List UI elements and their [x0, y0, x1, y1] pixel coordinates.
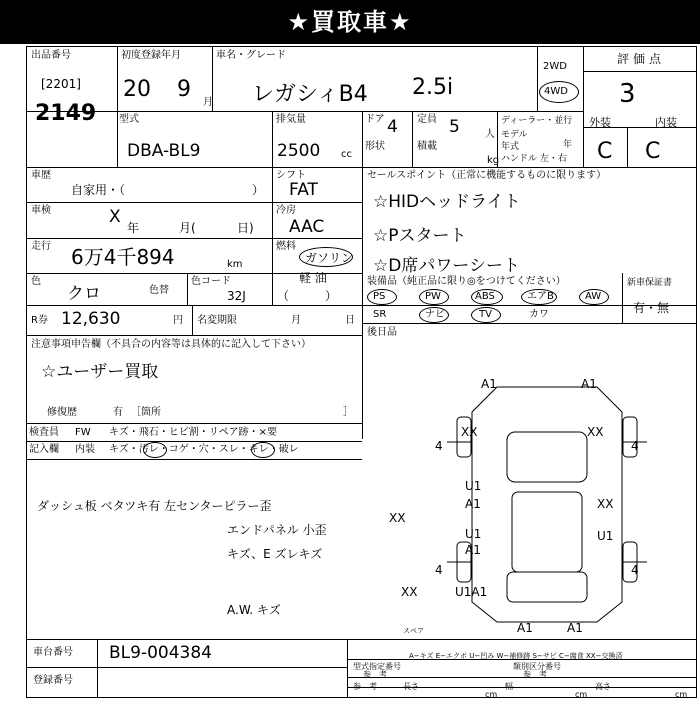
usage-value: 自家用・（ — [71, 183, 126, 197]
mileage-unit: km — [227, 259, 243, 270]
inspection-mark: X — [109, 207, 121, 227]
car-grade: 2.5i — [412, 75, 454, 100]
equip-abs: ABS — [475, 291, 495, 302]
equip-sr: SR — [373, 309, 387, 320]
registration-label: 初度登録年月 — [121, 50, 181, 61]
equipment-label: 装備品（純正品に限り◎をつけてください） — [367, 276, 566, 287]
capacity-label: 定員 — [417, 114, 437, 125]
color-change-label: 色替 — [149, 285, 169, 296]
mark-u1a1: U1A1 — [455, 585, 488, 599]
scuff-circle — [251, 442, 275, 458]
sales-point-2: ☆Pスタート — [373, 226, 467, 246]
mark-a1-1: A1 — [465, 497, 481, 511]
sales-points-label: セールスポイント（正常に機能するものに限ります） — [367, 170, 607, 181]
car-name-label: 車名・グレード — [216, 50, 286, 61]
equip-pw-circle — [419, 289, 449, 305]
shape-label: 形状 — [365, 141, 385, 152]
handle-label: ハンドル 左・右 — [501, 154, 567, 164]
mark-u1-3: U1 — [597, 529, 614, 543]
equip-ps-circle — [367, 289, 397, 305]
lot-number: 2149 — [35, 101, 97, 126]
equip-airbag-circle — [521, 289, 557, 305]
name-change-day: 日 — [345, 315, 355, 326]
equip-leather: カワ — [529, 309, 549, 320]
shift-value: FAT — [289, 180, 318, 200]
exterior-value: C — [597, 139, 613, 164]
fuel-other: （ ） — [277, 289, 338, 303]
mark-xx-1: XX — [461, 425, 478, 439]
class-number-label: 類別区分番号 — [513, 662, 561, 671]
equip-tv: TV — [479, 309, 492, 320]
fuel-label: 燃料 — [276, 241, 296, 252]
equip-airbag: エアB — [527, 291, 554, 302]
inspection-month-unit: 月( — [179, 221, 196, 235]
drive-2wd: 2WD — [543, 61, 567, 72]
equip-navi-circle — [419, 307, 449, 323]
fw-items: キズ・飛石・ヒビ割・リペア跡・×要 — [109, 427, 277, 438]
type-number-ref: 参 考 — [363, 670, 387, 679]
repair-value: 有 — [113, 407, 123, 418]
height-label: 高さ — [595, 682, 611, 691]
mark-tire-rl: 4 — [435, 563, 443, 577]
mark-front-left: A1 — [481, 377, 497, 391]
mark-xx-2: XX — [587, 425, 604, 439]
model-value: DBA-BL9 — [127, 141, 201, 161]
lot-label: 出品番号 — [31, 50, 71, 61]
interior-check-items: キズ・汚レ・コゲ・穴・スレ・キレ・破レ — [109, 444, 299, 455]
sales-point-1: ☆HIDヘッドライト — [373, 192, 521, 212]
reg-number-label: 登録番号 — [33, 675, 73, 686]
doors-value: 4 — [387, 117, 398, 137]
rear-items-label: 後日品 — [367, 327, 397, 338]
displacement-label: 排気量 — [276, 114, 306, 125]
capacity-value: 5 — [449, 117, 460, 137]
mark-u1-2: U1 — [465, 527, 482, 541]
doors-label: ドア — [365, 114, 385, 125]
equip-aw-circle — [579, 289, 609, 305]
usage-label: 車歴 — [31, 170, 51, 181]
model-year-label: モデル 年式 — [501, 130, 528, 152]
comment-4: A.W. キズ — [227, 603, 281, 617]
mark-tire-fr: 4 — [631, 439, 639, 453]
displacement-value: 2500 — [277, 141, 321, 161]
inspection-year-unit: 年 — [127, 221, 140, 235]
footer-ref: 参 考 — [353, 682, 377, 691]
drive-4wd: 4WD — [544, 86, 568, 97]
recycle-unit: 円 — [173, 315, 183, 326]
inspector-label-2: 記入欄 — [29, 444, 59, 455]
equip-aw: AW — [585, 291, 602, 302]
class-number-ref: 参 考 — [523, 670, 547, 679]
name-change-month: 月 — [291, 315, 301, 326]
equip-abs-circle — [471, 289, 503, 305]
exterior-label: 外装 — [589, 116, 611, 129]
interior-label: 内装 — [655, 116, 677, 129]
inspection-day-unit: 日) — [237, 221, 254, 235]
auction-sheet-frame — [26, 46, 697, 698]
page-header: ★買取車★ — [0, 0, 700, 44]
mark-xx-3: XX — [389, 511, 406, 525]
length-unit: cm — [485, 690, 498, 699]
mark-xx-5: XX — [401, 585, 418, 599]
spare-label: スペア — [403, 627, 424, 635]
mark-rear-a1: A1 — [517, 621, 533, 635]
comment-3: キズ、E ズレキズ — [227, 547, 323, 561]
notes-text: ☆ユーザー買取 — [41, 362, 159, 382]
car-name: レガシィB4 — [252, 82, 368, 107]
aircon-label: 冷房 — [276, 205, 296, 216]
mileage-value: 6万4千894 — [71, 245, 175, 269]
equip-tv-circle — [471, 307, 501, 323]
color-code: 32J — [227, 289, 246, 303]
recycle-value: 12,630 — [61, 309, 121, 329]
session-number: [2201] — [41, 77, 81, 91]
registration-year: 20 — [123, 77, 151, 102]
mark-xx-4: XX — [597, 497, 614, 511]
model-label: 型式 — [119, 114, 139, 125]
fuel-diesel: 軽 油 — [299, 271, 327, 285]
warranty-label: 新車保証書 — [627, 278, 673, 288]
repair-label: 修復歴 — [47, 407, 77, 418]
shift-label: シフト — [276, 170, 306, 181]
comment-1: ダッシュ板 ベタツキ有 左センターピラー歪 — [37, 499, 272, 513]
length-label: 長さ — [403, 682, 419, 691]
aircon-value: AAC — [289, 217, 325, 237]
width-label: 幅 — [505, 682, 513, 691]
height-unit: cm — [675, 690, 688, 699]
mark-rear-a1-2: A1 — [567, 621, 583, 635]
displacement-unit: cc — [341, 149, 352, 160]
equip-navi: ナビ — [425, 309, 445, 320]
mileage-label: 走行 — [31, 241, 51, 252]
diagram-legend: A−キズ E−エクボ U−凹み W−補修跡 S−サビ C−腐食 XX−交換済 — [409, 652, 623, 660]
mark-a1-2: A1 — [465, 543, 481, 557]
interior-value: C — [645, 139, 661, 164]
color-code-label: 色コード — [191, 276, 231, 287]
equip-ps: PS — [373, 291, 386, 302]
notes-label: 注意事項申告欄（不具合の内容等は具体的に記入して下さい） — [31, 339, 311, 350]
comment-2: エンドパネル 小歪 — [227, 523, 327, 537]
usage-close: ） — [252, 183, 265, 197]
mark-tire-fl: 4 — [435, 439, 443, 453]
repair-bracket: ［箇所 — [131, 407, 161, 418]
mark-front-right: A1 — [581, 377, 597, 391]
score-value: 3 — [619, 79, 636, 109]
kg-label: kg — [487, 155, 500, 166]
registration-month: 9 — [177, 77, 191, 102]
type-number-label: 型式指定番号 — [353, 662, 401, 671]
repair-bracket-close: ］ — [343, 407, 353, 418]
score-label: 評価点 — [617, 52, 666, 66]
mark-tire-rr: 4 — [631, 563, 639, 577]
color-label: 色 — [31, 276, 41, 287]
inspection-label: 車検 — [31, 205, 51, 216]
chassis-value: BL9-004384 — [109, 643, 212, 663]
mark-u1-1: U1 — [465, 479, 482, 493]
equip-pw: PW — [425, 291, 441, 302]
load-label: 積載 — [417, 141, 437, 152]
interior-check-label: 内装 — [75, 444, 95, 455]
recycle-label: R券 — [31, 315, 48, 326]
chassis-label: 車台番号 — [33, 647, 73, 658]
fuel-gasoline: ガソリン — [305, 251, 354, 265]
sales-point-3: ☆D席パワーシート — [373, 256, 520, 276]
name-change-label: 名変期限 — [197, 315, 237, 326]
dealer-label: ディーラー・並行 — [501, 116, 573, 126]
width-unit: cm — [575, 690, 588, 699]
fw-label: FW — [75, 427, 91, 438]
capacity-unit: 人 — [485, 129, 495, 140]
stain-circle — [143, 442, 167, 458]
inspector-label-1: 検査員 — [29, 427, 59, 438]
model-year-unit: 年 — [563, 140, 573, 150]
color-value: クロ — [67, 284, 101, 304]
warranty-value: 有・無 — [633, 301, 670, 315]
registration-month-unit: 月 — [203, 97, 213, 108]
